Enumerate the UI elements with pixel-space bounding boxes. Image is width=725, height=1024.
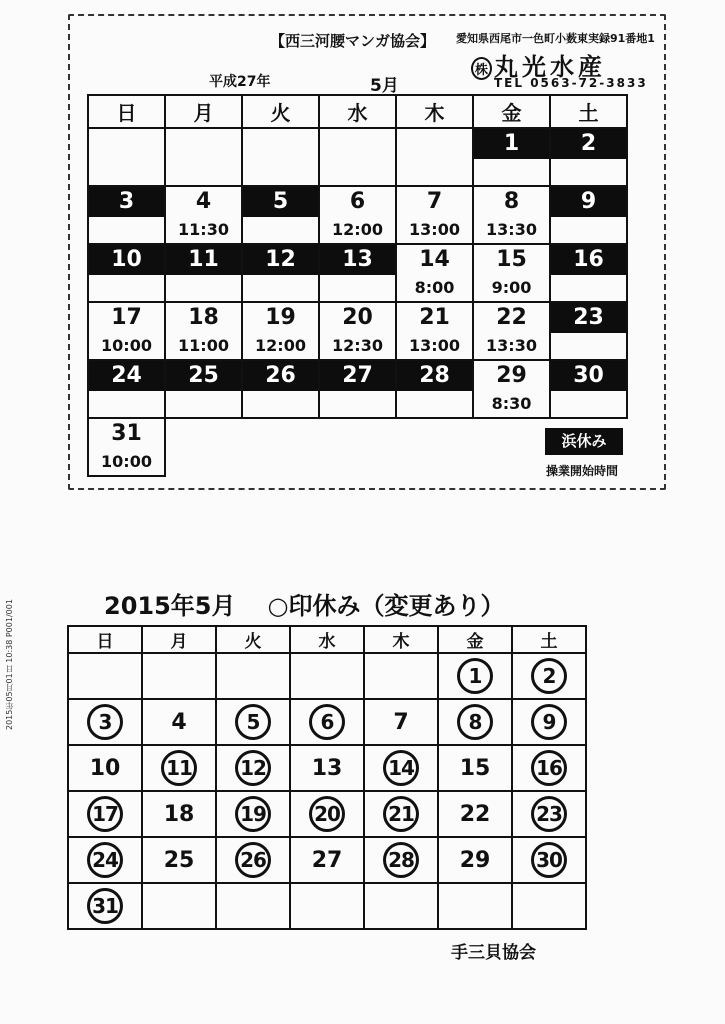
bottom-title <box>104 586 504 621</box>
circled-day-number: 9 <box>531 704 567 740</box>
day-number: 18 <box>163 801 195 827</box>
circled-day-number: 8 <box>457 704 493 740</box>
day-cell-inner <box>166 245 241 301</box>
weekday-header: 日 <box>68 626 142 653</box>
day-cell <box>438 699 512 745</box>
start-time: 12:30 <box>332 336 383 355</box>
day-number: 19 <box>265 305 296 330</box>
day-cell <box>290 699 364 745</box>
day-cell-inner <box>397 129 472 185</box>
day-cell <box>319 186 396 244</box>
day-cell <box>142 653 216 699</box>
day-cell-inner <box>474 245 549 301</box>
day-cell-inner <box>474 129 549 185</box>
day-cell <box>68 791 142 837</box>
week-row <box>88 244 627 302</box>
day-cell <box>473 244 550 302</box>
day-cell <box>88 186 165 244</box>
company-address: 愛知県西尾市一色町小薮東実録91番地1 <box>456 32 655 45</box>
start-time: 13:00 <box>409 220 460 239</box>
day-cell-inner <box>320 129 395 185</box>
era-year: 平成27年 <box>209 74 271 90</box>
day-cell <box>290 837 364 883</box>
day-number: 25 <box>166 361 241 391</box>
legend-start-time: 操業開始時間 <box>546 464 619 478</box>
day-cell-inner <box>89 303 164 359</box>
day-cell <box>242 186 319 244</box>
day-number: 13 <box>320 245 395 275</box>
day-cell <box>290 791 364 837</box>
day-number: 27 <box>320 361 395 391</box>
weekday-header: 土 <box>512 626 586 653</box>
day-number <box>320 129 395 159</box>
day-number: 22 <box>459 801 491 827</box>
circled-day-number: 14 <box>383 750 419 786</box>
day-number: 15 <box>459 755 491 781</box>
start-time: 13:30 <box>486 220 537 239</box>
day-cell <box>165 302 242 360</box>
day-cell <box>364 791 438 837</box>
day-cell <box>550 360 627 418</box>
day-cell <box>319 360 396 418</box>
association-name: 【西三河腰マンガ協会】 <box>270 32 436 50</box>
circled-day-number: 31 <box>87 888 123 924</box>
weekday-header: 水 <box>319 95 396 128</box>
day-cell-inner <box>89 245 164 301</box>
day-cell <box>68 883 142 929</box>
day-cell-inner <box>551 245 626 301</box>
day-cell <box>512 699 586 745</box>
weekday-header: 月 <box>142 626 216 653</box>
day-cell <box>438 883 512 929</box>
day-cell <box>550 302 627 360</box>
day-cell-inner <box>243 303 318 359</box>
day-cell-inner <box>166 303 241 359</box>
circled-day-number: 16 <box>531 750 567 786</box>
day-number <box>243 129 318 159</box>
bottom-title-note: ○印休み（変更あり） <box>267 592 505 620</box>
weekday-header: 火 <box>242 95 319 128</box>
day-cell <box>142 791 216 837</box>
day-cell <box>512 653 586 699</box>
day-cell <box>88 128 165 186</box>
day-cell <box>242 360 319 418</box>
day-cell-inner <box>474 303 549 359</box>
day-number: 8 <box>503 189 520 214</box>
day-number: 27 <box>311 847 343 873</box>
circled-day-number: 11 <box>161 750 197 786</box>
day-cell <box>364 653 438 699</box>
day-cell <box>364 837 438 883</box>
day-cell-inner <box>397 245 472 301</box>
day-cell <box>512 883 586 929</box>
day-number: 9 <box>551 187 626 217</box>
start-time: 11:30 <box>178 220 229 239</box>
day-cell <box>512 837 586 883</box>
week-row <box>68 699 586 745</box>
day-cell-inner <box>243 187 318 243</box>
day-cell <box>242 244 319 302</box>
day-cell <box>396 302 473 360</box>
circled-day-number: 17 <box>87 796 123 832</box>
day-cell-inner <box>397 361 472 417</box>
start-time: 12:00 <box>332 220 383 239</box>
day-cell <box>88 418 165 476</box>
weekday-header-row <box>88 95 627 128</box>
bottom-title-date: 2015年5月 <box>104 592 236 620</box>
day-number: 4 <box>195 189 212 214</box>
day-number: 23 <box>551 303 626 333</box>
day-cell <box>242 302 319 360</box>
day-number <box>89 129 164 159</box>
weekday-header: 土 <box>550 95 627 128</box>
start-time: 13:30 <box>486 336 537 355</box>
circled-day-number: 2 <box>531 658 567 694</box>
week-row <box>68 791 586 837</box>
weekday-header: 火 <box>216 626 290 653</box>
day-number: 31 <box>111 421 142 446</box>
day-cell <box>142 837 216 883</box>
day-cell <box>165 360 242 418</box>
signature: 手三貝協会 <box>451 943 536 963</box>
day-cell-inner <box>397 303 472 359</box>
day-number: 10 <box>89 245 164 275</box>
day-number: 1 <box>474 129 549 159</box>
day-cell <box>88 360 165 418</box>
week-row <box>68 745 586 791</box>
day-cell <box>68 837 142 883</box>
day-cell <box>142 883 216 929</box>
day-number: 14 <box>419 247 450 272</box>
day-cell <box>473 360 550 418</box>
day-cell-inner <box>320 187 395 243</box>
day-number: 2 <box>551 129 626 159</box>
day-number: 28 <box>397 361 472 391</box>
day-cell <box>142 699 216 745</box>
weekday-header: 木 <box>364 626 438 653</box>
day-number: 4 <box>171 709 187 735</box>
day-cell <box>216 837 290 883</box>
day-cell <box>364 699 438 745</box>
day-cell <box>88 244 165 302</box>
start-time: 10:00 <box>101 452 152 471</box>
week-row <box>68 653 586 699</box>
start-time: 8:00 <box>414 278 455 297</box>
circled-day-number: 6 <box>309 704 345 740</box>
company-name-text: 丸光水産 <box>494 52 607 81</box>
circled-day-number: 24 <box>87 842 123 878</box>
day-cell <box>438 837 512 883</box>
day-cell <box>512 791 586 837</box>
day-number: 7 <box>393 709 409 735</box>
day-cell <box>165 186 242 244</box>
day-number: 22 <box>496 305 527 330</box>
day-cell <box>550 244 627 302</box>
weekday-header: 金 <box>473 95 550 128</box>
weekday-header-row <box>68 626 586 653</box>
day-cell <box>550 128 627 186</box>
day-cell-inner <box>243 129 318 185</box>
circled-day-number: 21 <box>383 796 419 832</box>
day-cell <box>88 302 165 360</box>
day-cell <box>396 186 473 244</box>
day-cell <box>473 186 550 244</box>
day-cell <box>216 745 290 791</box>
start-time: 11:00 <box>178 336 229 355</box>
operation-calendar <box>87 94 628 477</box>
day-number <box>166 129 241 159</box>
day-cell <box>142 745 216 791</box>
day-cell <box>165 128 242 186</box>
weekday-header: 木 <box>396 95 473 128</box>
company-tel: TEL 0563-72-3833 <box>494 76 648 90</box>
weekday-header: 日 <box>88 95 165 128</box>
day-cell <box>396 128 473 186</box>
day-cell-inner <box>474 187 549 243</box>
day-cell-inner <box>320 245 395 301</box>
weekday-header: 水 <box>290 626 364 653</box>
day-cell <box>438 791 512 837</box>
day-cell-inner <box>89 361 164 417</box>
weekday-header: 金 <box>438 626 512 653</box>
circled-day-number: 1 <box>457 658 493 694</box>
day-number <box>397 129 472 159</box>
day-cell <box>438 745 512 791</box>
day-cell <box>165 244 242 302</box>
day-cell <box>319 302 396 360</box>
circled-day-number: 20 <box>309 796 345 832</box>
day-cell <box>290 653 364 699</box>
day-cell <box>473 302 550 360</box>
day-cell <box>319 244 396 302</box>
day-cell <box>396 360 473 418</box>
weekday-header: 月 <box>165 95 242 128</box>
day-cell <box>68 699 142 745</box>
day-number: 11 <box>166 245 241 275</box>
day-cell-inner <box>243 361 318 417</box>
day-cell <box>438 653 512 699</box>
start-time: 10:00 <box>101 336 152 355</box>
day-cell <box>216 699 290 745</box>
day-number: 18 <box>188 305 219 330</box>
day-cell <box>216 883 290 929</box>
day-cell-inner <box>166 361 241 417</box>
day-number: 15 <box>496 247 527 272</box>
holiday-calendar <box>67 625 587 930</box>
day-cell-inner <box>89 187 164 243</box>
day-number: 13 <box>311 755 343 781</box>
day-cell-inner <box>320 361 395 417</box>
week-row <box>88 186 627 244</box>
day-cell <box>68 653 142 699</box>
fax-header: 2015年05月01日 10:38 P001/001 <box>5 599 14 730</box>
day-cell <box>290 883 364 929</box>
week-row <box>68 883 586 929</box>
start-time: 8:30 <box>491 394 532 413</box>
circled-day-number: 19 <box>235 796 271 832</box>
day-cell-inner <box>89 419 164 475</box>
day-number: 24 <box>89 361 164 391</box>
day-cell-inner <box>551 187 626 243</box>
circled-day-number: 12 <box>235 750 271 786</box>
day-cell <box>473 128 550 186</box>
circled-day-number: 5 <box>235 704 271 740</box>
circled-day-number: 28 <box>383 842 419 878</box>
day-cell-inner <box>551 303 626 359</box>
day-cell-inner <box>474 361 549 417</box>
day-number: 7 <box>426 189 443 214</box>
day-cell <box>68 745 142 791</box>
top-month: 5月 <box>370 76 399 96</box>
day-number: 29 <box>496 363 527 388</box>
day-number: 6 <box>349 189 366 214</box>
circled-day-number: 23 <box>531 796 567 832</box>
day-number: 5 <box>243 187 318 217</box>
day-cell <box>216 653 290 699</box>
day-cell-inner <box>320 303 395 359</box>
day-cell-inner <box>166 129 241 185</box>
week-row <box>88 302 627 360</box>
day-number: 10 <box>89 755 121 781</box>
circled-day-number: 26 <box>235 842 271 878</box>
week-row <box>68 837 586 883</box>
start-time: 13:00 <box>409 336 460 355</box>
company-prefix: 株 <box>471 57 492 80</box>
day-number: 12 <box>243 245 318 275</box>
day-cell <box>364 745 438 791</box>
day-number: 30 <box>551 361 626 391</box>
day-number: 25 <box>163 847 195 873</box>
day-number: 20 <box>342 305 373 330</box>
day-cell <box>216 791 290 837</box>
day-cell <box>512 745 586 791</box>
day-cell <box>242 128 319 186</box>
circled-day-number: 30 <box>531 842 567 878</box>
day-cell-inner <box>243 245 318 301</box>
day-cell-inner <box>551 129 626 185</box>
day-cell-inner <box>551 361 626 417</box>
week-row <box>88 360 627 418</box>
day-cell <box>364 883 438 929</box>
day-cell <box>290 745 364 791</box>
legend-off-day: 浜休み <box>545 428 623 455</box>
day-number: 3 <box>89 187 164 217</box>
day-number: 17 <box>111 305 142 330</box>
circled-day-number: 3 <box>87 704 123 740</box>
day-cell-inner <box>89 129 164 185</box>
day-number: 16 <box>551 245 626 275</box>
start-time: 12:00 <box>255 336 306 355</box>
day-number: 21 <box>419 305 450 330</box>
day-cell <box>550 186 627 244</box>
week-row <box>88 128 627 186</box>
day-cell-inner <box>397 187 472 243</box>
day-cell <box>396 244 473 302</box>
day-cell <box>319 128 396 186</box>
start-time: 9:00 <box>491 278 532 297</box>
day-cell-inner <box>166 187 241 243</box>
day-number: 26 <box>243 361 318 391</box>
day-number: 29 <box>459 847 491 873</box>
